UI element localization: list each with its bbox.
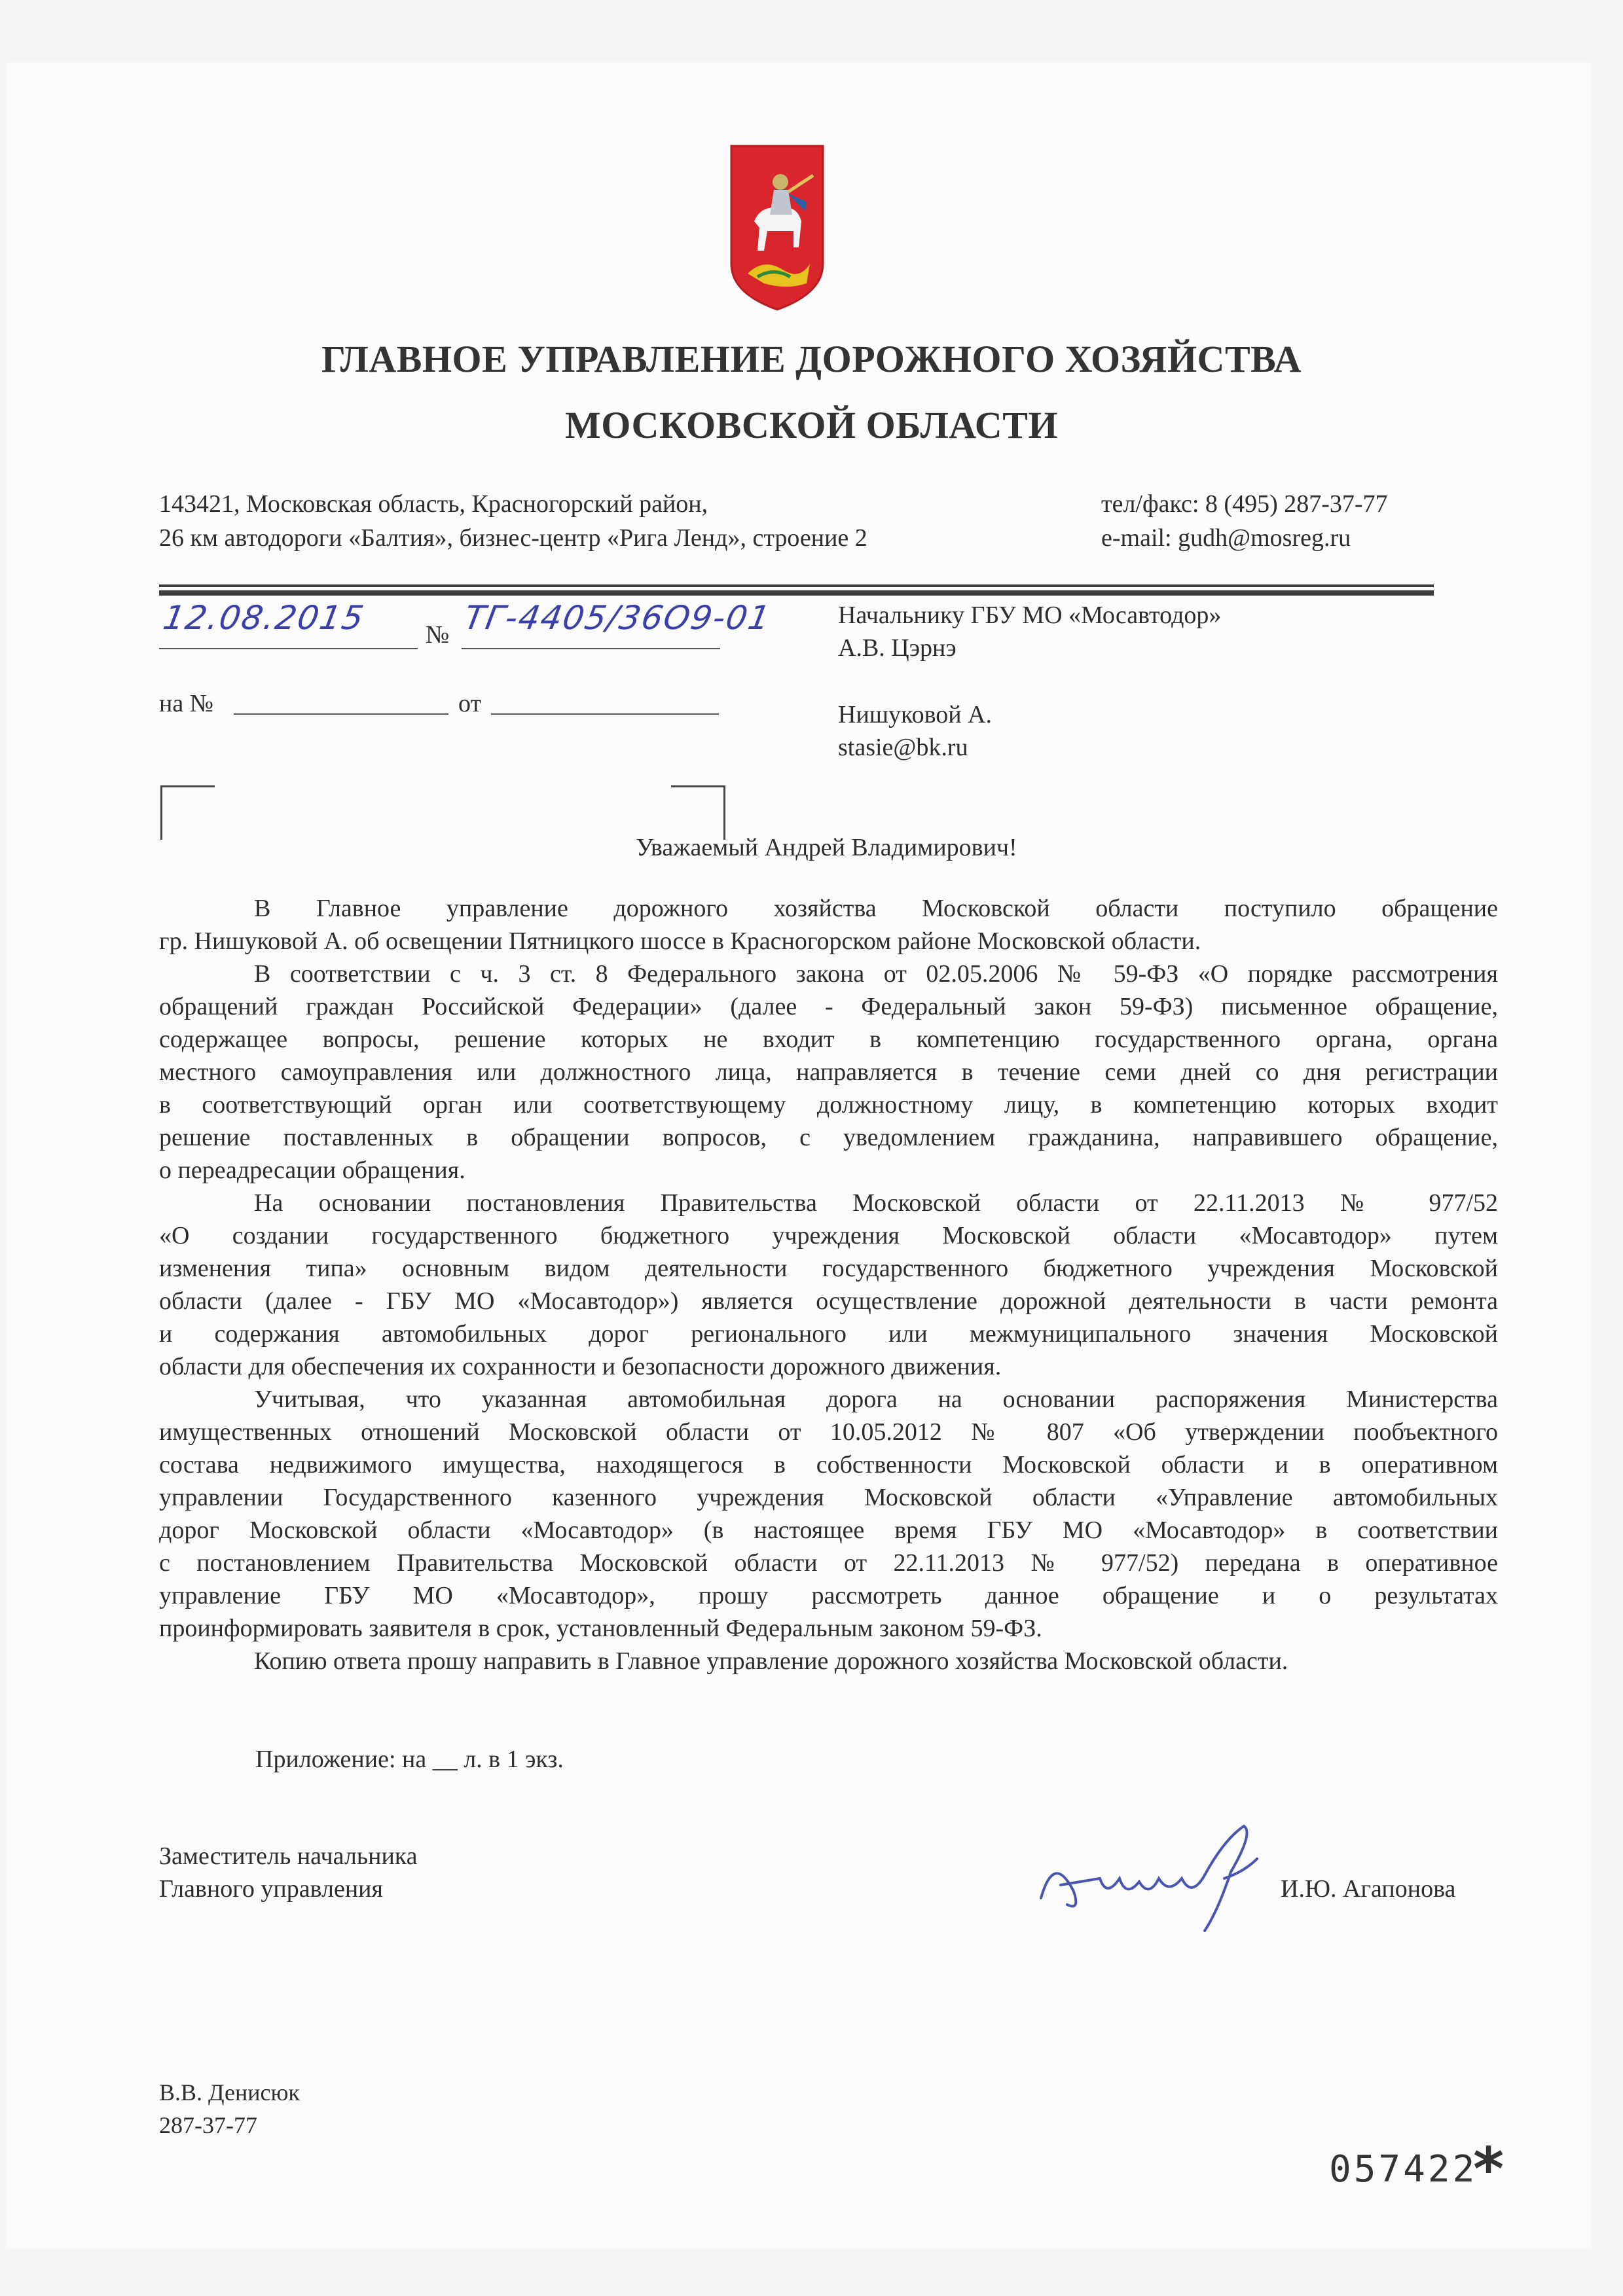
handwritten-signature bbox=[1028, 1813, 1316, 1937]
text-line: изменения типа» основным видом деятельности государственного бюджетного учреждения Московской bbox=[159, 1255, 1498, 1282]
greeting: Уважаемый Андрей Владимирович! bbox=[636, 834, 1017, 861]
text-line: В Главное управление дорожного хозяйства Московской области поступило обращение bbox=[254, 895, 1498, 922]
paragraph-3 bbox=[159, 1187, 1498, 1383]
paragraph-2 bbox=[159, 958, 1498, 1187]
signatory-name: И.Ю. Агапонова bbox=[1281, 1875, 1456, 1903]
email: e-mail: gudh@mosreg.ru bbox=[1101, 524, 1351, 552]
text-line: области (далее - ГБУ МО «Мосавтодор») является осуществление дорожной деятельности в части ремонта bbox=[159, 1287, 1498, 1315]
number-underline bbox=[462, 648, 720, 649]
text-line: «О создании государственного бюджетного учреждения Московской области «Мосавтодор» путем bbox=[159, 1222, 1498, 1249]
recipient-line1: Начальнику ГБУ МО «Мосавтодор» bbox=[838, 601, 1222, 629]
reference-number-label: на № bbox=[159, 690, 213, 717]
paragraph-5 bbox=[159, 1645, 1498, 1677]
header-divider-thick bbox=[159, 590, 1434, 596]
text-line: гр. Нишуковой А. об освещении Пятницкого шоссе в Красногорском районе Московской области. bbox=[159, 927, 1201, 955]
paragraph-1 bbox=[159, 892, 1498, 958]
reference-date-field bbox=[491, 713, 719, 715]
header-divider-thin bbox=[159, 584, 1434, 587]
letter-body bbox=[159, 892, 1498, 1677]
recipient-line2: А.В. Цэрнэ bbox=[838, 634, 957, 662]
text-line: о переадресации обращения. bbox=[159, 1157, 465, 1184]
text-line: местного самоуправления или должностного лица, направляется в течение семи дней со дня регистрации bbox=[159, 1058, 1498, 1086]
text-line: с постановлением Правительства Московской области от 22.11.2013 № 977/52) передана в оперативное bbox=[159, 1549, 1498, 1577]
registration-number-handwritten: ТГ-4405/36О9-01 bbox=[461, 599, 775, 637]
signatory-position-line2: Главного управления bbox=[159, 1875, 383, 1903]
text-line: В соответствии с ч. 3 ст. 8 Федерального закона от 02.05.2006 № 59-ФЗ «О порядке рассмотрения bbox=[254, 960, 1498, 988]
executor-phone: 287-37-77 bbox=[159, 2112, 257, 2138]
reference-date-label: от bbox=[458, 690, 482, 717]
text-line: содержащее вопросы, решение которых не входит в компетенцию государственного органа, органа bbox=[159, 1026, 1498, 1053]
coat-of-arms-emblem bbox=[728, 143, 826, 312]
text-line: Копию ответа прошу направить в Главное управление дорожного хозяйства Московской области. bbox=[254, 1647, 1288, 1675]
text-line: состава недвижимого имущества, находящегося в собственности Московской области и в оперативном bbox=[159, 1451, 1498, 1479]
text-line: управлении Государственного казенного учреждения Московской области «Управление автомобильных bbox=[159, 1484, 1498, 1511]
text-line: имущественных отношений Московской области от 10.05.2012 № 807 «Об утверждении пообъектного bbox=[159, 1418, 1498, 1446]
text-line: обращений граждан Российской Федерации» (далее - Федеральный закон 59-ФЗ) письменное обращение, bbox=[159, 993, 1498, 1020]
text-line: и содержания автомобильных дорог регионального или межмуниципального значения Московской bbox=[159, 1320, 1498, 1348]
text-line: области для обеспечения их сохранности и безопасности дорожного движения. bbox=[159, 1353, 1002, 1380]
text-line: управление ГБУ МО «Мосавтодор», прошу рассмотреть данное обращение и о результатах bbox=[159, 1582, 1498, 1609]
registration-date-handwritten: 12.08.2015 bbox=[160, 599, 368, 637]
text-line: На основании постановления Правительства Московской области от 22.11.2013 № 977/52 bbox=[254, 1189, 1498, 1217]
serial-asterisk-mark: * bbox=[1473, 2135, 1504, 2204]
organization-title-line2: МОСКОВСКОЙ ОБЛАСТИ bbox=[564, 404, 1058, 446]
reference-number-field bbox=[234, 713, 448, 715]
address-line1: 143421, Московская область, Красногорский район, bbox=[159, 490, 708, 518]
text-line: в соответствующий орган или соответствующему должностному лицу, в компетенцию которых входит bbox=[159, 1091, 1498, 1119]
number-label: № bbox=[426, 621, 450, 649]
organization-title-line1: ГЛАВНОЕ УПРАВЛЕНИЕ ДОРОЖНОГО ХОЗЯЙСТВА bbox=[321, 338, 1302, 380]
attachment-note: Приложение: на __ л. в 1 экз. bbox=[255, 1746, 564, 1773]
text-line: проинформировать заявителя в срок, установленный Федеральным законом 59-ФЗ. bbox=[159, 1615, 1042, 1642]
phone-fax: тел/факс: 8 (495) 287-37-77 bbox=[1101, 490, 1388, 518]
text-line: дорог Московской области «Мосавтодор» (в настоящее время ГБУ МО «Мосавтодор» в соответствии bbox=[159, 1516, 1498, 1544]
recipient-email: stasie@bk.ru bbox=[838, 734, 968, 761]
paragraph-4 bbox=[159, 1383, 1498, 1645]
signatory-position-line1: Заместитель начальника bbox=[159, 1842, 418, 1870]
date-underline bbox=[159, 648, 418, 649]
text-line: Учитывая, что указанная автомобильная дорога на основании распоряжения Министерства bbox=[254, 1386, 1498, 1413]
executor-name: В.В. Денисюк bbox=[159, 2079, 300, 2106]
serial-number: 057422 bbox=[1329, 2148, 1478, 2191]
recipient-line3: Нишуковой А. bbox=[838, 701, 993, 728]
text-line: решение поставленных в обращении вопросов, с уведомлением гражданина, направившего обращение, bbox=[159, 1124, 1498, 1151]
address-line2: 26 км автодороги «Балтия», бизнес-центр «Рига Ленд», строение 2 bbox=[159, 524, 867, 552]
